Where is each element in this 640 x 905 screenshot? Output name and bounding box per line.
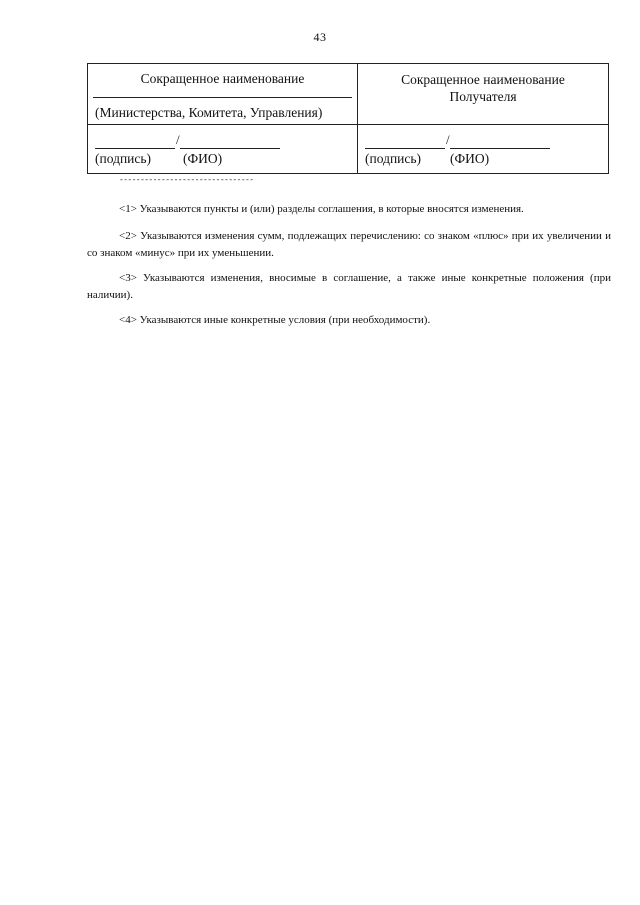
- ministry-signature-blank: [95, 148, 175, 149]
- recipient-signature-blank: [365, 148, 445, 149]
- footnote-divider: --------------------------------: [119, 176, 254, 185]
- ministry-name-title: Сокращенное наименование: [140, 71, 305, 86]
- recipient-name-cell: [358, 64, 609, 125]
- recipient-name-title: [358, 71, 608, 105]
- recipient-name-title-line2: Получателя: [449, 89, 517, 104]
- page-number: 43: [313, 30, 327, 44]
- recipient-name-blank: [450, 148, 550, 149]
- ministry-signature-label: (подпись): [95, 151, 152, 166]
- ministry-signature-slash: /: [176, 132, 180, 147]
- footnote-1: <1> Указываются пункты и (или) разделы соглашения, в которые вносятся изменения.: [119, 203, 524, 215]
- ministry-name-blank: [180, 148, 280, 149]
- footnote-4: <4> Указываются иные конкретные условия (при необходимости).: [119, 314, 431, 326]
- ministry-name-cell: [88, 64, 358, 125]
- ministry-name-subtitle: (Министерства, Комитета, Управления): [95, 105, 323, 120]
- ministry-fio-label: (ФИО): [183, 151, 223, 166]
- recipient-signature-cell: [358, 125, 609, 174]
- footnote-3: <3> Указываются изменения, вносимые в соглашение, а также иные конкретные положения (при наличии).: [87, 272, 611, 301]
- footnote-2: <2> Указываются изменения сумм, подлежащих перечислению: со знаком «плюс» при их увеличении и со знаком «минус» при их уменьшении.: [87, 230, 611, 259]
- signature-table: [87, 63, 609, 174]
- recipient-fio-label: (ФИО): [450, 151, 490, 166]
- recipient-signature-slash: /: [446, 132, 450, 147]
- ministry-signature-cell: [88, 125, 358, 174]
- recipient-signature-label: (подпись): [365, 151, 422, 166]
- ministry-name-line: [93, 97, 352, 98]
- recipient-name-title-line1: Сокращенное наименование: [401, 72, 565, 87]
